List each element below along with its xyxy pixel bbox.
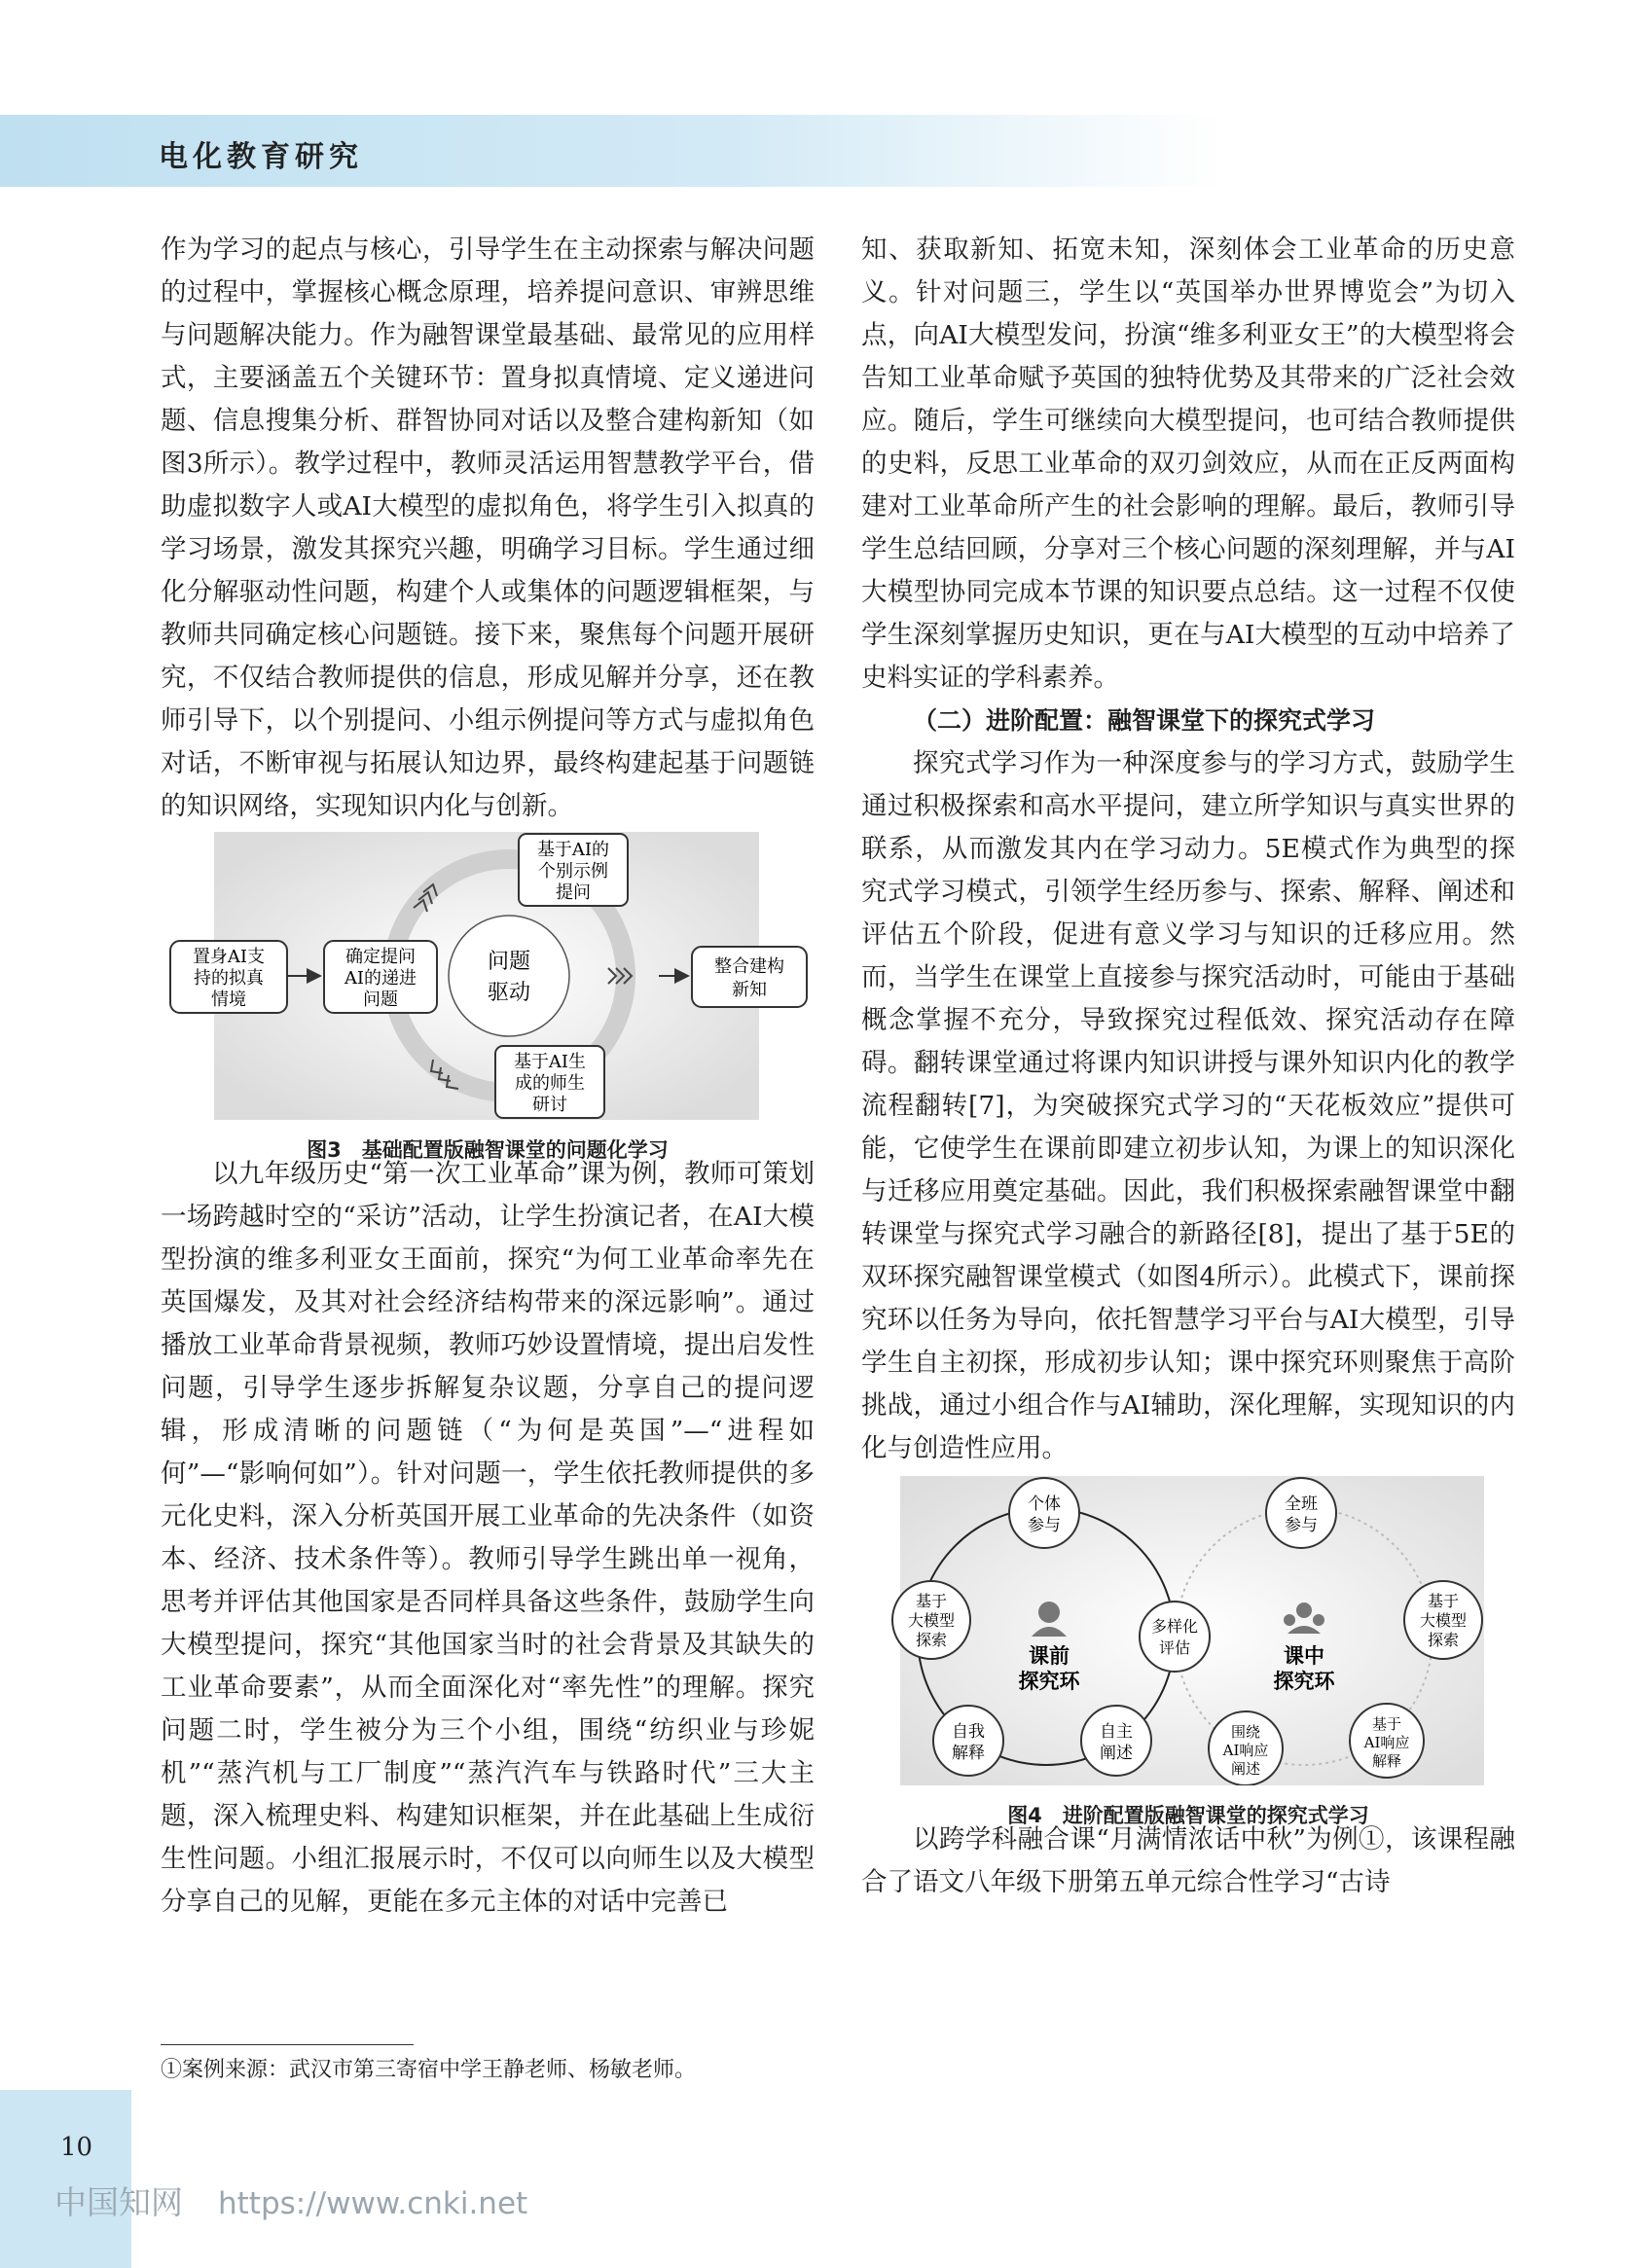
- left-paragraph-1: 作为学习的起点与核心，引导学生在主动探索与解决问题的过程中，掌握核心概念原理，培养提问意识、审辨思维与问题解决能力。作为融智课堂最基础、最常见的应用样式，主要涵盖五个关键环节：置身拟真情境、定义递进问题、信息搜集分析、群智协同对话以及整合建构新知（如图3所示）。教学过程中，教师灵活运用智慧教学平台，借助虚拟数字人或AI大模型的虚拟角色，将学生引入拟真的学习场景，激发其探究兴趣，明确学习目标。学生通过细化分解驱动性问题，构建个人或集体的问题逻辑框架，与教师共同确定核心问题链。接下来，聚焦每个问题开展研究，不仅结合教师提供的信息，形成见解并分享，还在教师引导下，以个别提问、小组示例提问等方式与虚拟角色对话，不断审视与拓展认知边界，最终构建起基于问题链的知识网络，实现知识内化与创新。: [161, 234, 815, 821]
- svg-text:基于: 基于: [1427, 1592, 1460, 1610]
- left-ring-label-2: 探究环: [1018, 1669, 1080, 1693]
- svg-text:解释: 解释: [1371, 1752, 1402, 1770]
- figure-3-diagram: [161, 832, 815, 1120]
- svg-text:大模型: 大模型: [907, 1611, 956, 1630]
- watermark: [54, 2178, 527, 2223]
- journal-title: 电化教育研究: [159, 140, 363, 174]
- right-paragraph-2: 探究式学习作为一种深度参与的学习方式，鼓励学生通过积极探索和高水平提问，建立所学知识与真实世界的联系，从而激发其内在学习动力。5E模式作为典型的探究式学习模式，引领学生经历参与、探索、解释、阐述和评估五个阶段，促进有意义学习与知识的迁移应用。然而，当学生在课堂上直接参与探究活动时，可能由于基础概念掌握不充分，导致探究过程低效、探究活动存在障碍。翻转课堂通过将课内知识讲授与课外知识内化的教学流程翻转[7]，为突破探究式学习的“天花板效应”提供可能，它使学生在课前即建立初步认知，为课上的知识深化与迁移应用奠定基础。因此，我们积极探索融智课堂中翻转课堂与探究式学习融合的新路径[8]，提出了基于5E的双环探究融智课堂模式（如图4所示）。此模式下，课前探究环以任务为导向，依托智慧学习平台与AI大模型，引导学生自主初探，形成初步认知；课中探究环则聚焦于高阶挑战，通过小组合作与AI辅助，深化理解，实现知识的内化与创造性应用。: [861, 748, 1515, 1463]
- footnote: ①案例来源：武汉市第三寄宿中学王静老师、杨敏老师。: [161, 2058, 697, 2082]
- center-circle: [449, 916, 569, 1036]
- node-define: [324, 941, 437, 1013]
- svg-text:参与: 参与: [1028, 1516, 1061, 1535]
- node-build: [692, 947, 807, 1007]
- node-ask: [519, 834, 628, 906]
- center-label-1: 问题: [487, 950, 531, 974]
- svg-text:自主: 自主: [1100, 1722, 1133, 1742]
- svg-text:情境: 情境: [211, 990, 246, 1010]
- svg-text:围绕: 围绕: [1230, 1723, 1261, 1741]
- svg-text:多样化: 多样化: [1150, 1617, 1199, 1636]
- svg-text:阐述: 阐述: [1100, 1744, 1133, 1763]
- node-ai-explain: [1350, 1704, 1424, 1778]
- right-paragraph-3: 以跨学科融合课“月满情浓话中秋”为例①，该课程融合了语文八年级下册第五单元综合性学习“古诗: [861, 1824, 1515, 1897]
- svg-text:AI响应: AI响应: [1222, 1742, 1269, 1759]
- svg-text:基于: 基于: [915, 1592, 948, 1610]
- svg-text:探索: 探索: [915, 1631, 948, 1649]
- svg-text:基于AI生: 基于AI生: [513, 1052, 587, 1072]
- center-label-2: 驱动: [487, 981, 531, 1005]
- figure-3: [161, 832, 815, 1162]
- svg-text:持的拟真: 持的拟真: [194, 968, 264, 989]
- svg-text:AI响应: AI响应: [1363, 1734, 1410, 1751]
- svg-text:置身AI支: 置身AI支: [192, 947, 266, 967]
- node-ai-elaborate: [1209, 1711, 1283, 1785]
- left-column: [161, 229, 815, 1924]
- watermark-url[interactable]: https://www.cnki.net: [218, 2186, 528, 2221]
- svg-text:自我: 自我: [952, 1722, 985, 1742]
- svg-text:提问: 提问: [556, 882, 591, 903]
- watermark-brand: 中国知网: [54, 2183, 183, 2221]
- figure-3-caption: 图3 基础配置版融智课堂的问题化学习: [307, 1138, 669, 1162]
- left-paragraph-2: 以九年级历史“第一次工业革命”课为例，教师可策划一场跨越时空的“采访”活动，让学生扮演记者，在AI大模型扮演的维多利亚女王面前，探究“为何工业革命率先在英国爆发，及其对社会经济结构带来的深远影响”。通过播放工业革命背景视频，教师巧妙设置情境，提出启发性问题，引导学生逐步拆解复杂议题，分享自己的提问逻辑，形成清晰的问题链（“为何是英国”—“进程如何”—“影响何如”）。针对问题一，学生依托教师提供的多元化史料，深入分析英国开展工业革命的先决条件（如资本、经济、技术条件等）。教师引导学生跳出单一视角，思考并评估其他国家是否同样具备这些条件，鼓励学生向大模型提问，探究“其他国家当时的社会背景及其缺失的工业革命要素”，从而全面深化对“率先性”的理解。探究问题二时，学生被分为三个小组，围绕“纺织业与珍妮机”“蒸汽机与工厂制度”“蒸汽汽车与铁路时代”三大主题，深入梳理史料、构建知识框架，并在此基础上生成衍生性问题。小组汇报展示时，不仅可以向师生以及大模型分享自己的见解，更能在多元主体的对话中完善已: [161, 1159, 815, 1917]
- svg-text:新知: 新知: [732, 980, 767, 1000]
- svg-text:基于AI的: 基于AI的: [536, 840, 610, 860]
- node-situate: [170, 941, 287, 1013]
- svg-text:成的师生: 成的师生: [515, 1073, 585, 1094]
- node-model-explore-right: [1404, 1581, 1482, 1659]
- right-column: [861, 229, 1515, 1904]
- section-subheading: （二）进阶配置：融智课堂下的探究式学习: [913, 706, 1376, 735]
- svg-text:参与: 参与: [1285, 1516, 1318, 1535]
- node-self-elaborate: [1081, 1706, 1151, 1776]
- svg-text:评估: 评估: [1158, 1638, 1191, 1657]
- footnote-rule: [161, 2044, 414, 2045]
- node-diverse-eval: [1140, 1602, 1210, 1672]
- right-ring-label-2: 探究环: [1273, 1669, 1335, 1693]
- svg-text:个别示例: 个别示例: [538, 861, 608, 882]
- svg-text:确定提问: 确定提问: [345, 947, 416, 967]
- svg-text:整合建构: 整合建构: [714, 956, 784, 977]
- svg-text:研讨: 研讨: [532, 1095, 567, 1115]
- node-whole-class: [1266, 1478, 1336, 1548]
- svg-text:全班: 全班: [1285, 1494, 1318, 1514]
- svg-text:AI的递进: AI的递进: [344, 968, 417, 989]
- figure-4: [861, 1476, 1515, 1827]
- svg-text:问题: 问题: [363, 990, 398, 1010]
- svg-text:探索: 探索: [1427, 1631, 1460, 1649]
- svg-text:解释: 解释: [952, 1744, 985, 1763]
- right-paragraph-1: 知、获取新知、拓宽未知，深刻体会工业革命的历史意义。针对问题三，学生以“英国举办世界博览会”为切入点，向AI大模型发问，扮演“维多利亚女王”的大模型将会告知工业革命赋予英国的独特优势及其带来的广泛社会效应。随后，学生可继续向大模型提问，也可结合教师提供的史料，反思工业革命的双刃剑效应，从而在正反两面构建对工业革命所产生的社会影响的理解。最后，教师引导学生总结回顾，分享对三个核心问题的深刻理解，并与AI大模型协同完成本节课的知识要点总结。这一过程不仅使学生深刻掌握历史知识，更在与AI大模型的互动中培养了史料实证的学科素养。: [861, 234, 1515, 693]
- figure-4-caption: 图4 进阶配置版融智课堂的探究式学习: [1007, 1804, 1369, 1827]
- node-model-explore-left: [892, 1581, 970, 1659]
- node-individual: [1009, 1478, 1079, 1548]
- node-self-explain: [933, 1706, 1003, 1776]
- svg-text:基于: 基于: [1371, 1715, 1402, 1733]
- node-discuss: [495, 1046, 604, 1118]
- svg-text:个体: 个体: [1028, 1494, 1061, 1514]
- left-ring-label-1: 课前: [1029, 1643, 1070, 1668]
- right-ring-label-1: 课中: [1284, 1643, 1324, 1668]
- svg-text:大模型: 大模型: [1419, 1611, 1468, 1630]
- svg-text:阐述: 阐述: [1230, 1760, 1261, 1778]
- figure-4-diagram: [861, 1476, 1515, 1785]
- page-number: 10: [60, 2133, 93, 2162]
